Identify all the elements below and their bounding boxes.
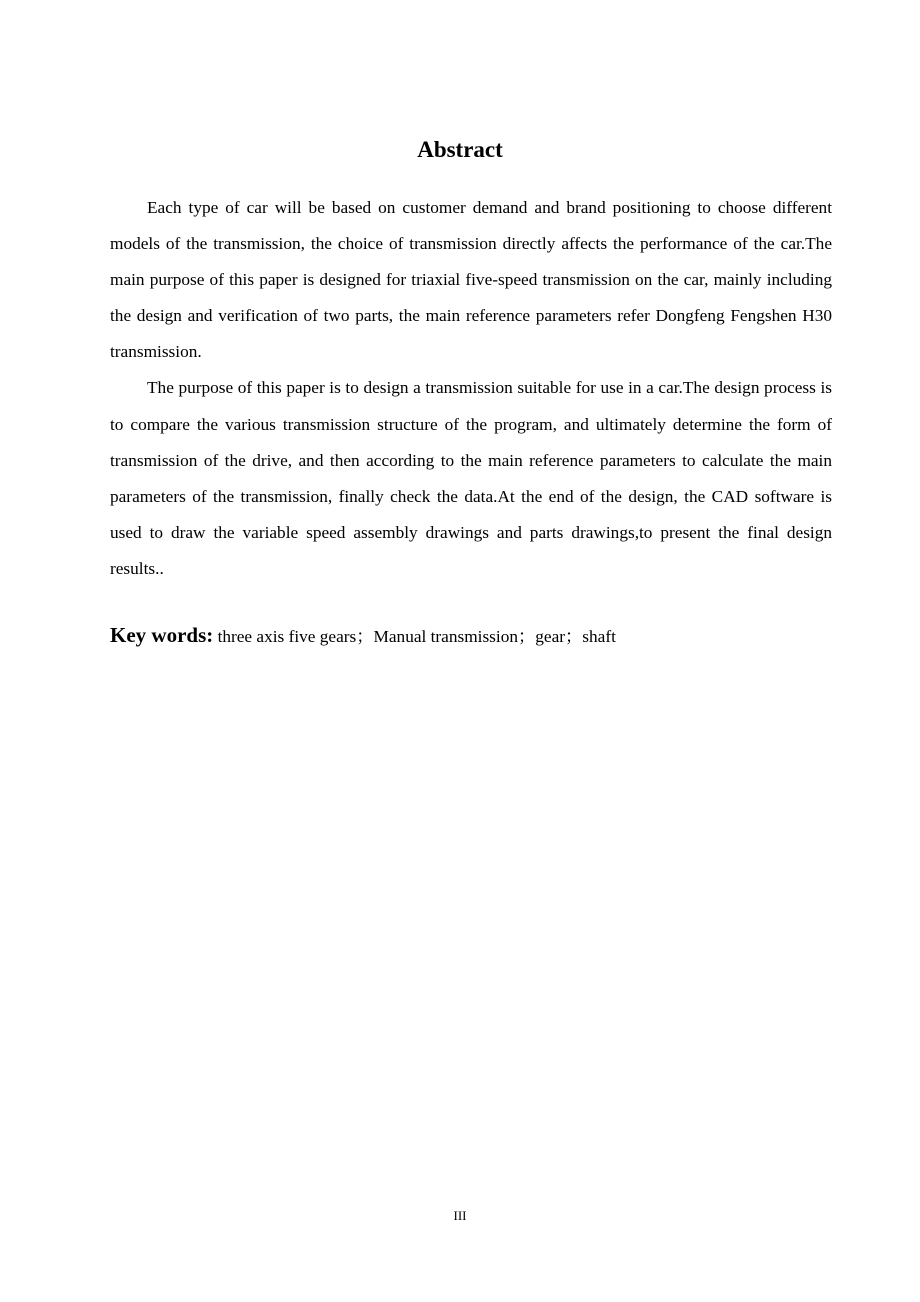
abstract-paragraph-1: Each type of car will be based on customer demand and brand positioning to choose different models of the transmission, the choice of transmission directly affects the performance of the car.The main purpose of this paper is designed for triaxial five-speed transmission on the car, mainly including the design and verification of two parts, the main reference parameters refer Dongfeng Fengshen H30 transmission.: [110, 198, 832, 362]
abstract-title: Abstract: [417, 137, 503, 162]
abstract-paragraph-2: The purpose of this paper is to design a transmission suitable for use in a car.The design process is to compare the various transmission structure of the program, and ultimately determine the form of transmission of the drive, and then according to the main reference parameters to calculate the main parameters of the transmission, finally check the data.At the end of the design, the CAD software is used to draw the variable speed assembly drawings and parts drawings,to present the final design results..: [110, 378, 832, 578]
page-number: III: [453, 1208, 467, 1223]
keywords-text: three axis five gears；Manual transmission；gear；shaft: [213, 627, 616, 646]
keywords-label: Key words:: [110, 623, 214, 647]
abstract-body: [110, 190, 832, 587]
keywords-line: [110, 620, 832, 652]
